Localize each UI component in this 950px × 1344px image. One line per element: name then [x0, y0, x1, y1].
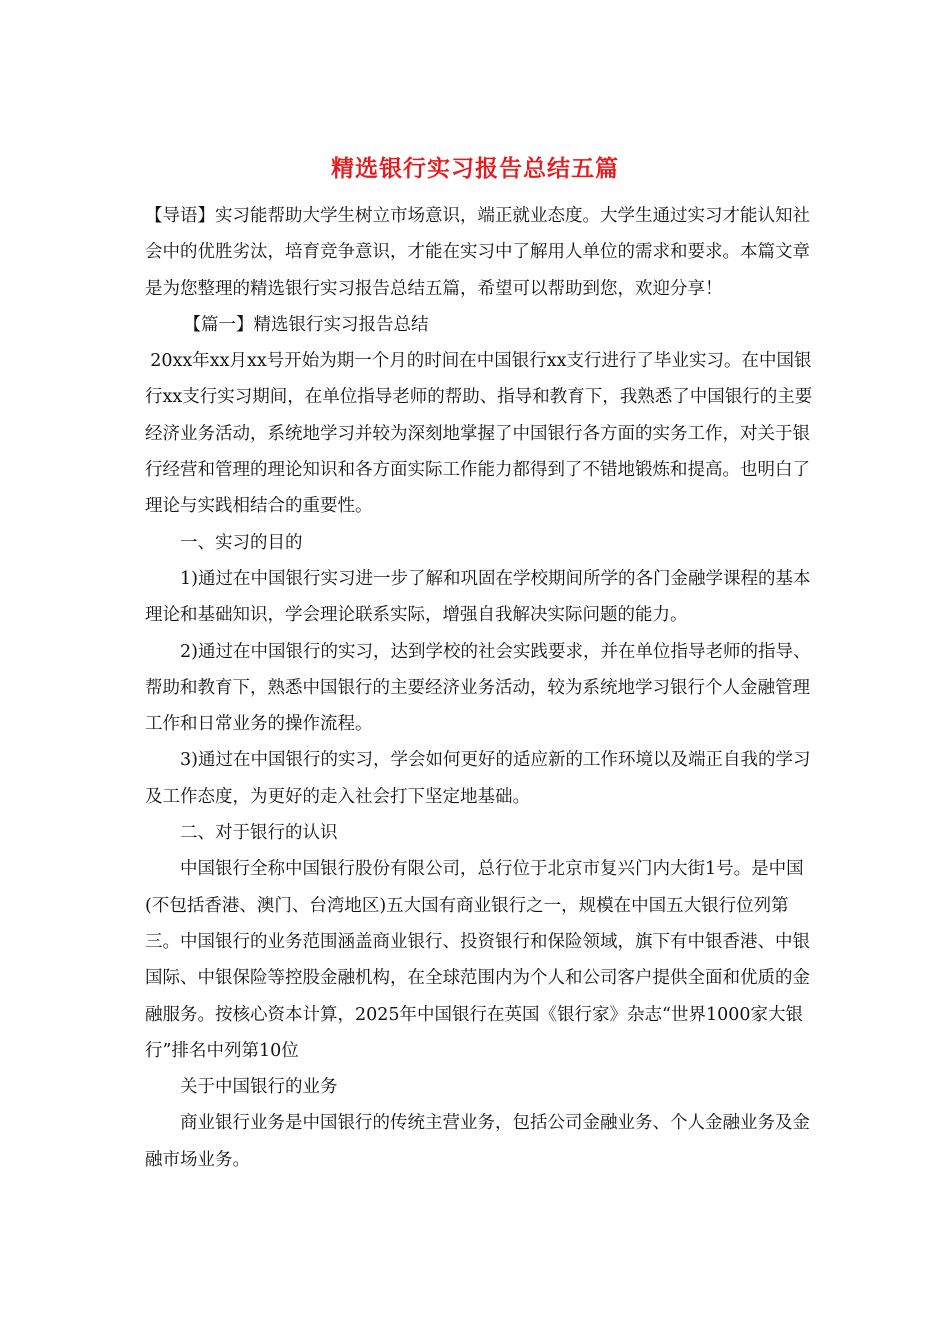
paragraph: 中国银行全称中国银行股份有限公司，总行位于北京市复兴门内大街1号。是中国(不包括香港、澳门、台湾地区)五大国有商业银行之一，规模在中国五大银行位列第三。中国银行的业务范围涵盖商业银行、投资银行和保险领域，旗下有中银香港、中银国际、中银保险等控股金融机构，在全球范围内为个人和公司客户提供全面和优质的金融服务。按核心资本计算，2025年中国银行在英国《银行家》杂志“世界1000家大银行”排名中列第10位	[145, 859, 810, 1061]
paragraph: 商业银行业务是中国银行的传统主营业务，包括公司金融业务、个人金融业务及金融市场业务。	[145, 1113, 810, 1170]
paragraph: 3)通过在中国银行的实习，学会如何更好的适应新的工作环境以及端正自我的学习及工作态度，为更好的走入社会打下坚定地基础。	[145, 750, 811, 807]
section-heading-part-one: 【篇一】精选银行实习报告总结	[183, 314, 429, 335]
section-heading-bank-understanding: 二、对于银行的认识	[180, 823, 338, 844]
section-heading-bank-business: 关于中国银行的业务	[180, 1077, 338, 1098]
intro-paragraph: 【导语】实习能帮助大学生树立市场意识，端正就业态度。大学生通过实习才能认知社会中的优胜劣汰，培育竞争意识，才能在实习中了解用人单位的需求和要求。本篇文章是为您整理的精选银行实习报告总结五篇，希望可以帮助到您，欢迎分享！	[145, 206, 810, 299]
document-body	[145, 198, 815, 1178]
document-title: 精选银行实习报告总结五篇	[331, 155, 619, 182]
section-heading-purpose: 一、实习的目的	[180, 532, 303, 553]
paragraph: 20xx年xx月xx号开始为期一个月的时间在中国银行xx支行进行了毕业实习。在中国银行xx支行实习期间，在单位指导老师的帮助、指导和教育下，我熟悉了中国银行的主要经济业务活动，系统地学习并较为深刻地掌握了中国银行各方面的实务工作，对关于银行经营和管理的理论知识和各方面实际工作能力都得到了不错地锻炼和提高。也明白了理论与实践相结合的重要性。	[145, 351, 813, 517]
paragraph: 1)通过在中国银行实习进一步了解和巩固在学校期间所学的各门金融学课程的基本理论和基础知识，学会理论联系实际，增强自我解决实际问题的能力。	[145, 568, 811, 626]
paragraph: 2)通过在中国银行的实习，达到学校的社会实践要求，并在单位指导老师的指导、帮助和教育下，熟悉中国银行的主要经济业务活动，较为系统地学习银行个人金融管理工作和日常业务的操作流程。	[145, 641, 811, 735]
